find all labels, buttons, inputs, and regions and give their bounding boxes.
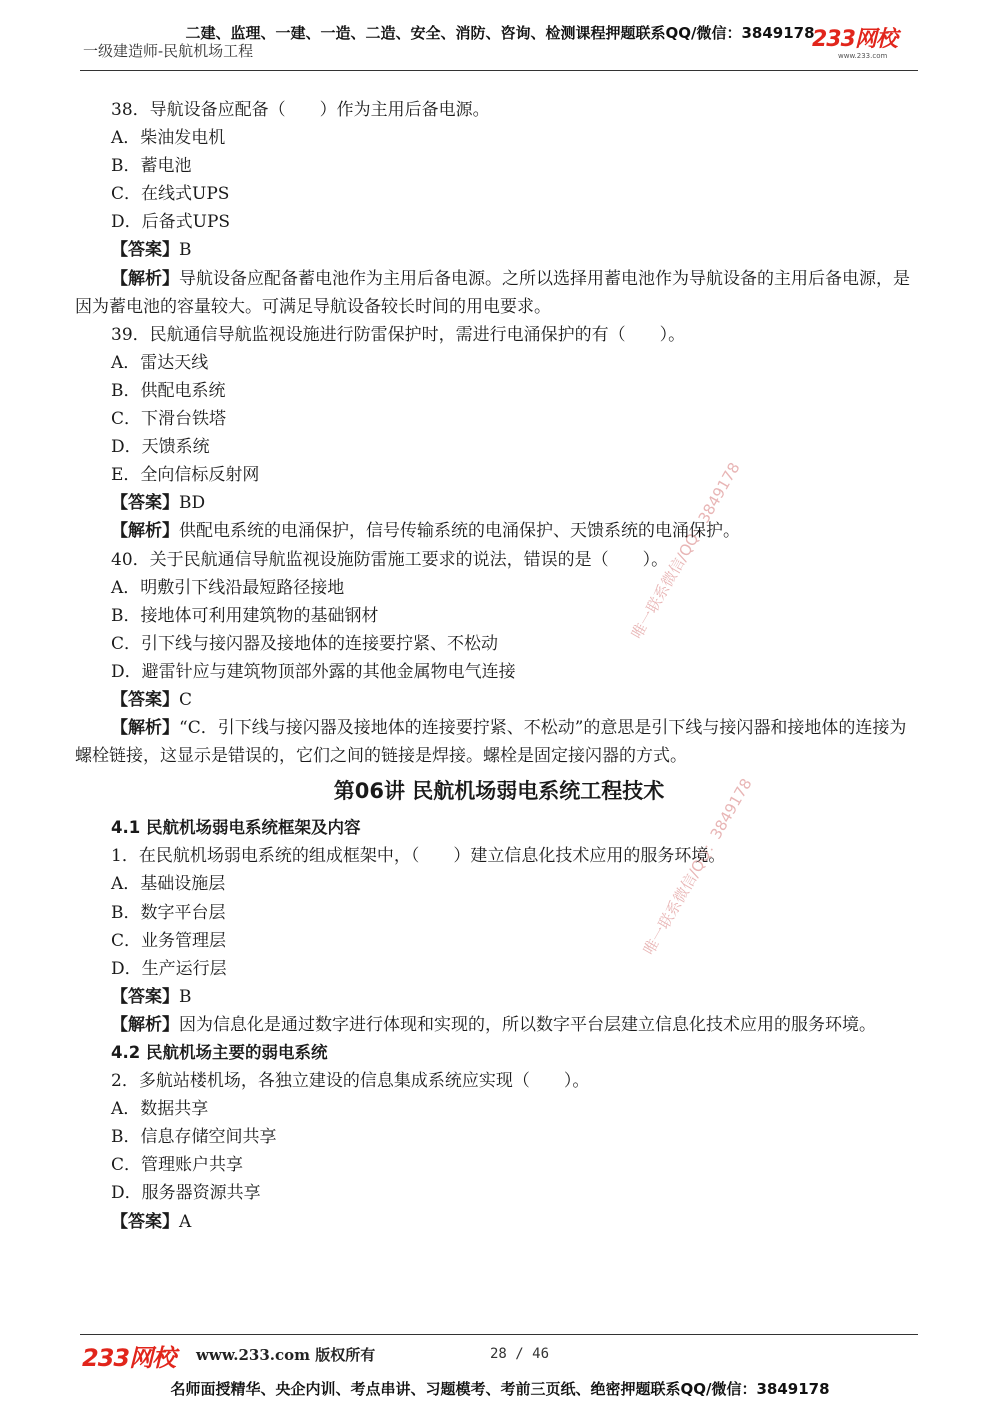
answer-line — [75, 1208, 923, 1236]
analysis-tag: 【解析】 — [111, 521, 179, 542]
option: A．明敷引下线沿最短路径接地 — [111, 577, 345, 598]
answer-tag: 【答案】 — [111, 1211, 179, 1232]
watermark: 唯一联系微信/QQ：3849178 — [639, 775, 756, 958]
analysis-text: “C．引下线与接闪器及接地体的连接要拧紧、不松动”的意思是引下线与接闪器和接地体的连接为螺栓链接，这显示是错误的，它们之间的链接是焊接。螺栓是固定接闪器的方式。 — [75, 718, 907, 767]
option: A．雷达天线 — [111, 352, 209, 373]
option: B．信息存储空间共享 — [111, 1127, 277, 1148]
analysis-tag: 【解析】 — [111, 1014, 179, 1035]
analysis-line — [75, 517, 923, 545]
question-stem: 2．多航站楼机场，各独立建设的信息集成系统应实现（ ）。 — [111, 1071, 590, 1092]
analysis-text: 导航设备应配备蓄电池作为主用后备电源。之所以选择用蓄电池作为导航设备的主用后备电源，是因为蓄电池的容量较大。可满足导航设备较长时间的用电要求。 — [75, 268, 910, 317]
analysis-text: 因为信息化是通过数字进行体现和实现的，所以数字平台层建立信息化技术应用的服务环境。 — [179, 1014, 876, 1035]
header-logo — [812, 28, 920, 62]
answer-value: C — [179, 689, 193, 710]
option: C．引下线与接闪器及接地体的连接要拧紧、不松动 — [111, 633, 499, 654]
footer-logo: 233网校 — [82, 1344, 176, 1372]
logo-text: 233网校 — [812, 27, 897, 52]
header-subtitle: 一级建造师-民航机场工程 — [83, 42, 254, 60]
answer-value: BD — [179, 493, 206, 514]
answer-tag: 【答案】 — [111, 493, 179, 514]
question-stem: 38．导航设备应配备（ ）作为主用后备电源。 — [111, 100, 490, 120]
analysis-tag: 【解析】 — [111, 718, 179, 739]
header-banner: 二建、监理、一建、一造、二造、安全、消防、咨询、检测课程押题联系QQ/微信：3849178 — [185, 24, 815, 42]
question-stem: 39．民航通信导航监视设施进行防雷保护时，需进行电涌保护的有（ ）。 — [111, 324, 686, 345]
watermark: 唯一联系微信/QQ：3849178 — [627, 459, 744, 642]
question-stem: 1．在民航机场弱电系统的组成框架中，（ ）建立信息化技术应用的服务环境。 — [111, 846, 726, 867]
option: C．在线式UPS — [111, 184, 230, 205]
footer-banner: 名师面授精华、央企内训、考点串讲、习题模考、考前三页纸、绝密押题联系QQ/微信：3849178 — [170, 1380, 830, 1398]
option: C．下滑台铁塔 — [111, 409, 227, 430]
answer-line — [75, 686, 923, 714]
answer-tag: 【答案】 — [111, 986, 179, 1007]
answer-tag: 【答案】 — [111, 240, 179, 261]
answer-value: B — [179, 986, 192, 1007]
option: D．天馈系统 — [111, 437, 210, 458]
option: B．数字平台层 — [111, 902, 226, 923]
option: C．管理账户共享 — [111, 1155, 244, 1176]
option: B．接地体可利用建筑物的基础钢材 — [111, 605, 379, 626]
footer-divider — [80, 1334, 918, 1335]
page-number: 28 / 46 — [490, 1346, 550, 1362]
option: C．业务管理层 — [111, 930, 227, 951]
answer-value: A — [179, 1211, 192, 1232]
option: A．基础设施层 — [111, 874, 226, 895]
answer-line — [75, 236, 923, 264]
answer-line — [75, 983, 923, 1011]
document-body — [75, 96, 923, 1236]
subsection-title: 4.1 民航机场弱电系统框架及内容 — [111, 818, 361, 838]
option: E．全向信标反射网 — [111, 465, 260, 486]
option: A．数据共享 — [111, 1099, 209, 1120]
answer-tag: 【答案】 — [111, 689, 179, 710]
analysis-line — [75, 265, 923, 321]
answer-line — [75, 489, 923, 517]
logo-url: www.233.com — [838, 52, 888, 60]
option: D．服务器资源共享 — [111, 1183, 261, 1204]
footer-copyright: www.233.com 版权所有 — [196, 1346, 376, 1364]
option: A．柴油发电机 — [111, 128, 226, 149]
question-stem: 40．关于民航通信导航监视设施防雷施工要求的说法，错误的是（ ）。 — [111, 549, 669, 570]
header-divider — [80, 70, 918, 71]
section-title: 第06讲 民航机场弱电系统工程技术 — [333, 779, 665, 804]
option: D．后备式UPS — [111, 212, 231, 233]
analysis-tag: 【解析】 — [111, 268, 179, 289]
analysis-line — [75, 1011, 923, 1039]
option: B．供配电系统 — [111, 380, 226, 401]
option: B．蓄电池 — [111, 156, 192, 177]
analysis-line — [75, 714, 923, 770]
option: D．避雷针应与建筑物顶部外露的其他金属物电气连接 — [111, 661, 516, 682]
analysis-text: 供配电系统的电涌保护，信号传输系统的电涌保护、天馈系统的电涌保护。 — [179, 521, 740, 542]
option: D．生产运行层 — [111, 958, 227, 979]
answer-value: B — [179, 240, 192, 261]
subsection-title: 4.2 民航机场主要的弱电系统 — [111, 1043, 328, 1062]
